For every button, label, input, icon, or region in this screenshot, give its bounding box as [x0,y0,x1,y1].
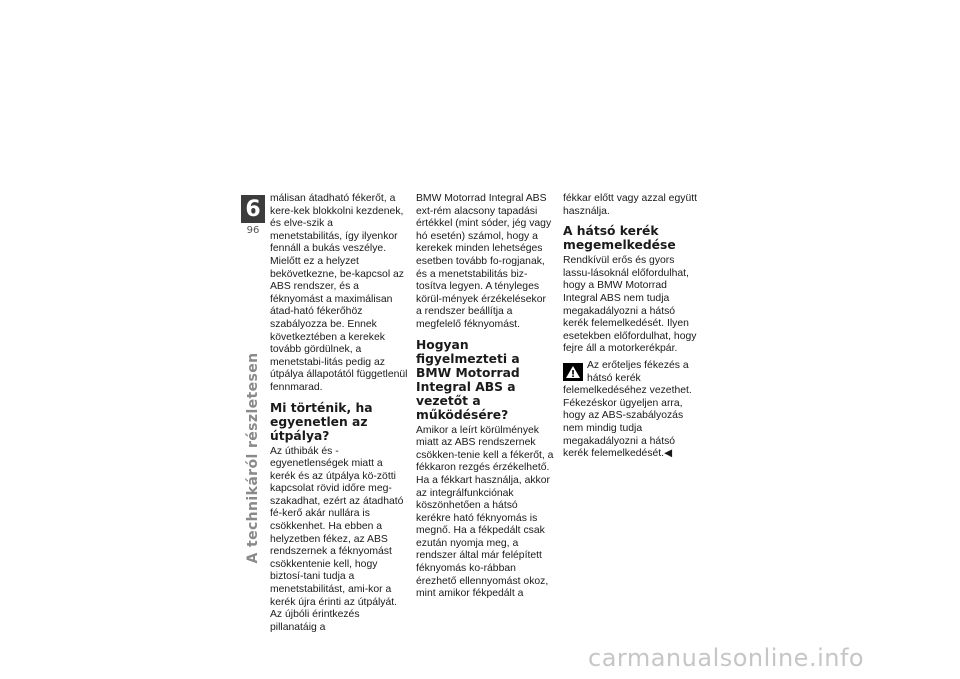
section-heading: Hogyan figyelmezteti a BMW Motorrad Integral ABS a vezetőt a működésére? [416,337,520,422]
warning-triangle-icon [563,363,583,381]
paragraph: Fékezéskor ügyeljen arra, hogy az ABS-szabályozás nem mindig tudja megakadályozni a hátsó kerék felemelkedését.◀ [563,397,684,460]
paragraph: fékkar előtt vagy azzal együtt használja. [563,193,697,217]
chapter-number: 6 [241,195,265,223]
section-heading: A hátsó kerék megemelkedése [563,224,676,253]
paragraph: málisan átadható fékerőt, a kere-kek blokkolni kezdenek, és elve-szik a menetstabilitás, így ilyenkor fennáll a bukás veszélye. Mielőtt ez a helyzet bekövetkezne, be-kapcsol az ABS rendszer, és a féknyomást a maximálisan átad-ható fékerőhöz szabályozza be. Ennek következtében a kerekek tovább gördülnek, a menetstabi-litás pedig az útpálya állapotától függetlenül fennmarad. [270,193,408,393]
section-heading: Mi történik, ha egyenetlen az útpálya? [270,400,373,443]
paragraph: Rendkívül erős és gyors lassu-lásoknál előfordulhat, hogy a BMW Motorrad Integral ABS nem tudja megakadályozni a hátsó kerék felemelkedését. Ilyen esetekben előfordulhat, hogy fejre áll a motorkerékpár. [563,255,697,355]
side-chapter-title: A technikáról részletesen [245,352,261,564]
paragraph: Az úthibák és -egyenetlenségek miatt a kerék és az útpálya kö-zötti kapcsolat rövid időre meg-szakadhat, ezért az átadható fé-kerő akár nullára is csökkenhet. Ha ebben a helyzetben fékez, az ABS rendszernek a féknyomást csökkentenie kell, hogy biztosí-tani tudja a menetstabilitást, ami-kor a kerék újra érinti az útpályát. Az újbóli érintkezés pillanatáig a [270,445,404,633]
paragraph: BMW Motorrad Integral ABS ext-rém alacsony tapadási értékkel (mint sóder, jég vagy hó esetén) számol, hogy a kerekek minden lehetséges esetben tovább fo-rogjanak, és a menetstabilitás biz-tosítva legyen. A tényleges körül-mények érzékelésekor a rendszer beállítja a megfelelő féknyomást. [416,193,552,330]
text-column-3 [563,193,703,461]
warning-note [563,360,703,398]
page-number: 96 [246,225,260,236]
warning-text: Az erőteljes fékezés a hátsó kerék felemelkedéséhez vezethet. [563,359,692,397]
watermark: carmanualsonline.info [588,644,865,672]
paragraph: Amikor a leírt körülmények miatt az ABS rendszernek csökken-tenie kell a fékerőt, a fékkaron rezgés érzékelhető. Ha a fékkart használja, akkor az integrálfunkciónak köszönhetően a hátsó kerékre ható féknyomás is megnő. Ha a fékpedált csak ezután nyomja meg, a rendszer által már felépített féknyomás ko-rábban érezhető ellennyomást okoz, mint amikor fékpedált a [416,424,554,600]
text-column-1 [270,193,408,634]
text-column-2 [416,193,554,601]
